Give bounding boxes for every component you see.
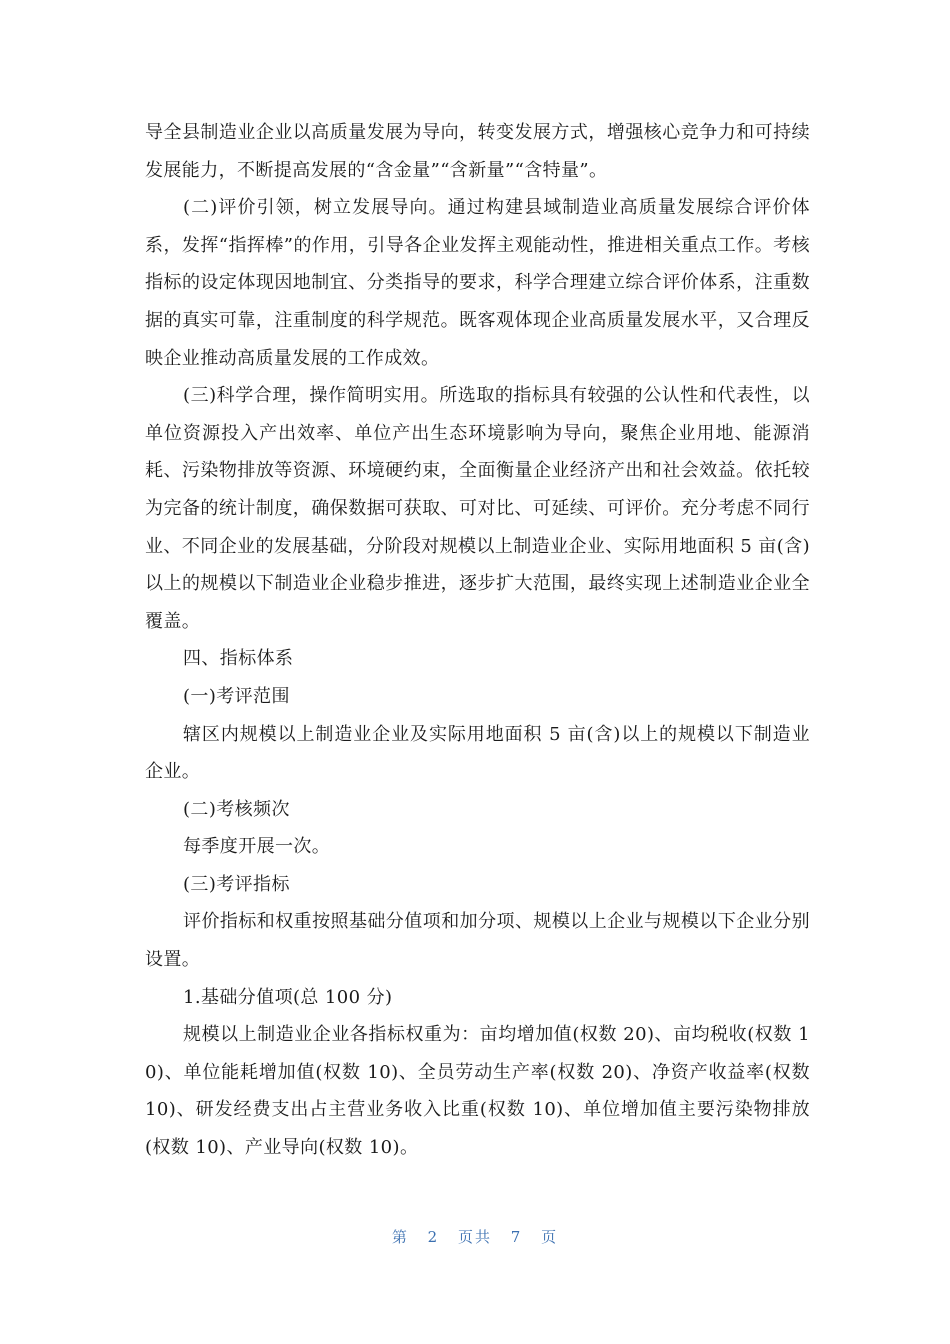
footer-page-number: 2 <box>427 1228 440 1246</box>
footer-middle: 页共 <box>457 1228 492 1246</box>
paragraph-1: 导全县制造业企业以高质量发展为导向，转变发展方式，增强核心竞争力和可持续发展能力，不断提高发展的“含金量”“含新量”“含特量”。 <box>145 122 810 181</box>
paragraph-weights: 规模以上制造业企业各指标权重为：亩均增加值(权数 20)、亩均税收(权数 10)、单位能耗增加值(权数 10)、全员劳动生产率(权数 20)、净资产收益率(权数 10)、研发经费支出占主营业务收入比重(权数 10)、单位增加值主要污染物排放(权数 10)、产业导向(权数 10)。 <box>145 1024 810 1159</box>
subheading-scope: (一)考评范围 <box>183 685 290 707</box>
paragraph-frequency: 每季度开展一次。 <box>183 836 331 858</box>
paragraph-indicators: 评价指标和权重按照基础分值项和加分项、规模以上企业与规模以下企业分别设置。 <box>145 911 810 971</box>
footer-suffix: 页 <box>541 1228 559 1246</box>
footer-total-pages: 7 <box>510 1228 523 1246</box>
section-heading-4: 四、指标体系 <box>183 648 294 670</box>
page-footer <box>0 1226 950 1247</box>
paragraph-3: (三)科学合理，操作简明实用。所选取的指标具有较强的公认性和代表性，以单位资源投入产出效率、单位产出生态环境影响为导向，聚焦企业用地、能源消耗、污染物排放等资源、环境硬约束，全面衡量企业经济产出和社会效益。依托较为完备的统计制度，确保数据可获取、可对比、可延续、可评价。充分考虑不同行业、不同企业的发展基础，分阶段对规模以上制造业企业、实际用地面积 5 亩(含)以上的规模以下制造业企业稳步推进，逐步扩大范围，最终实现上述制造业企业全覆盖。 <box>145 385 810 632</box>
subheading-indicators: (三)考评指标 <box>183 873 290 895</box>
paragraph-2: (二)评价引领，树立发展导向。通过构建县域制造业高质量发展综合评价体系，发挥“指挥棒”的作用，引导各企业发挥主观能动性，推进相关重点工作。考核指标的设定体现因地制宜、分类指导的要求，科学合理建立综合评价体系，注重数据的真实可靠，注重制度的科学规范。既客观体现企业高质量发展水平，又合理反映企业推动高质量发展的工作成效。 <box>145 197 810 369</box>
subheading-base-score: 1.基础分值项(总 100 分) <box>183 986 393 1008</box>
document-body <box>145 114 810 1167</box>
paragraph-scope: 辖区内规模以上制造业企业及实际用地面积 5 亩(含)以上的规模以下制造业企业。 <box>145 723 810 783</box>
footer-prefix: 第 <box>391 1228 409 1246</box>
subheading-frequency: (二)考核频次 <box>183 798 290 820</box>
